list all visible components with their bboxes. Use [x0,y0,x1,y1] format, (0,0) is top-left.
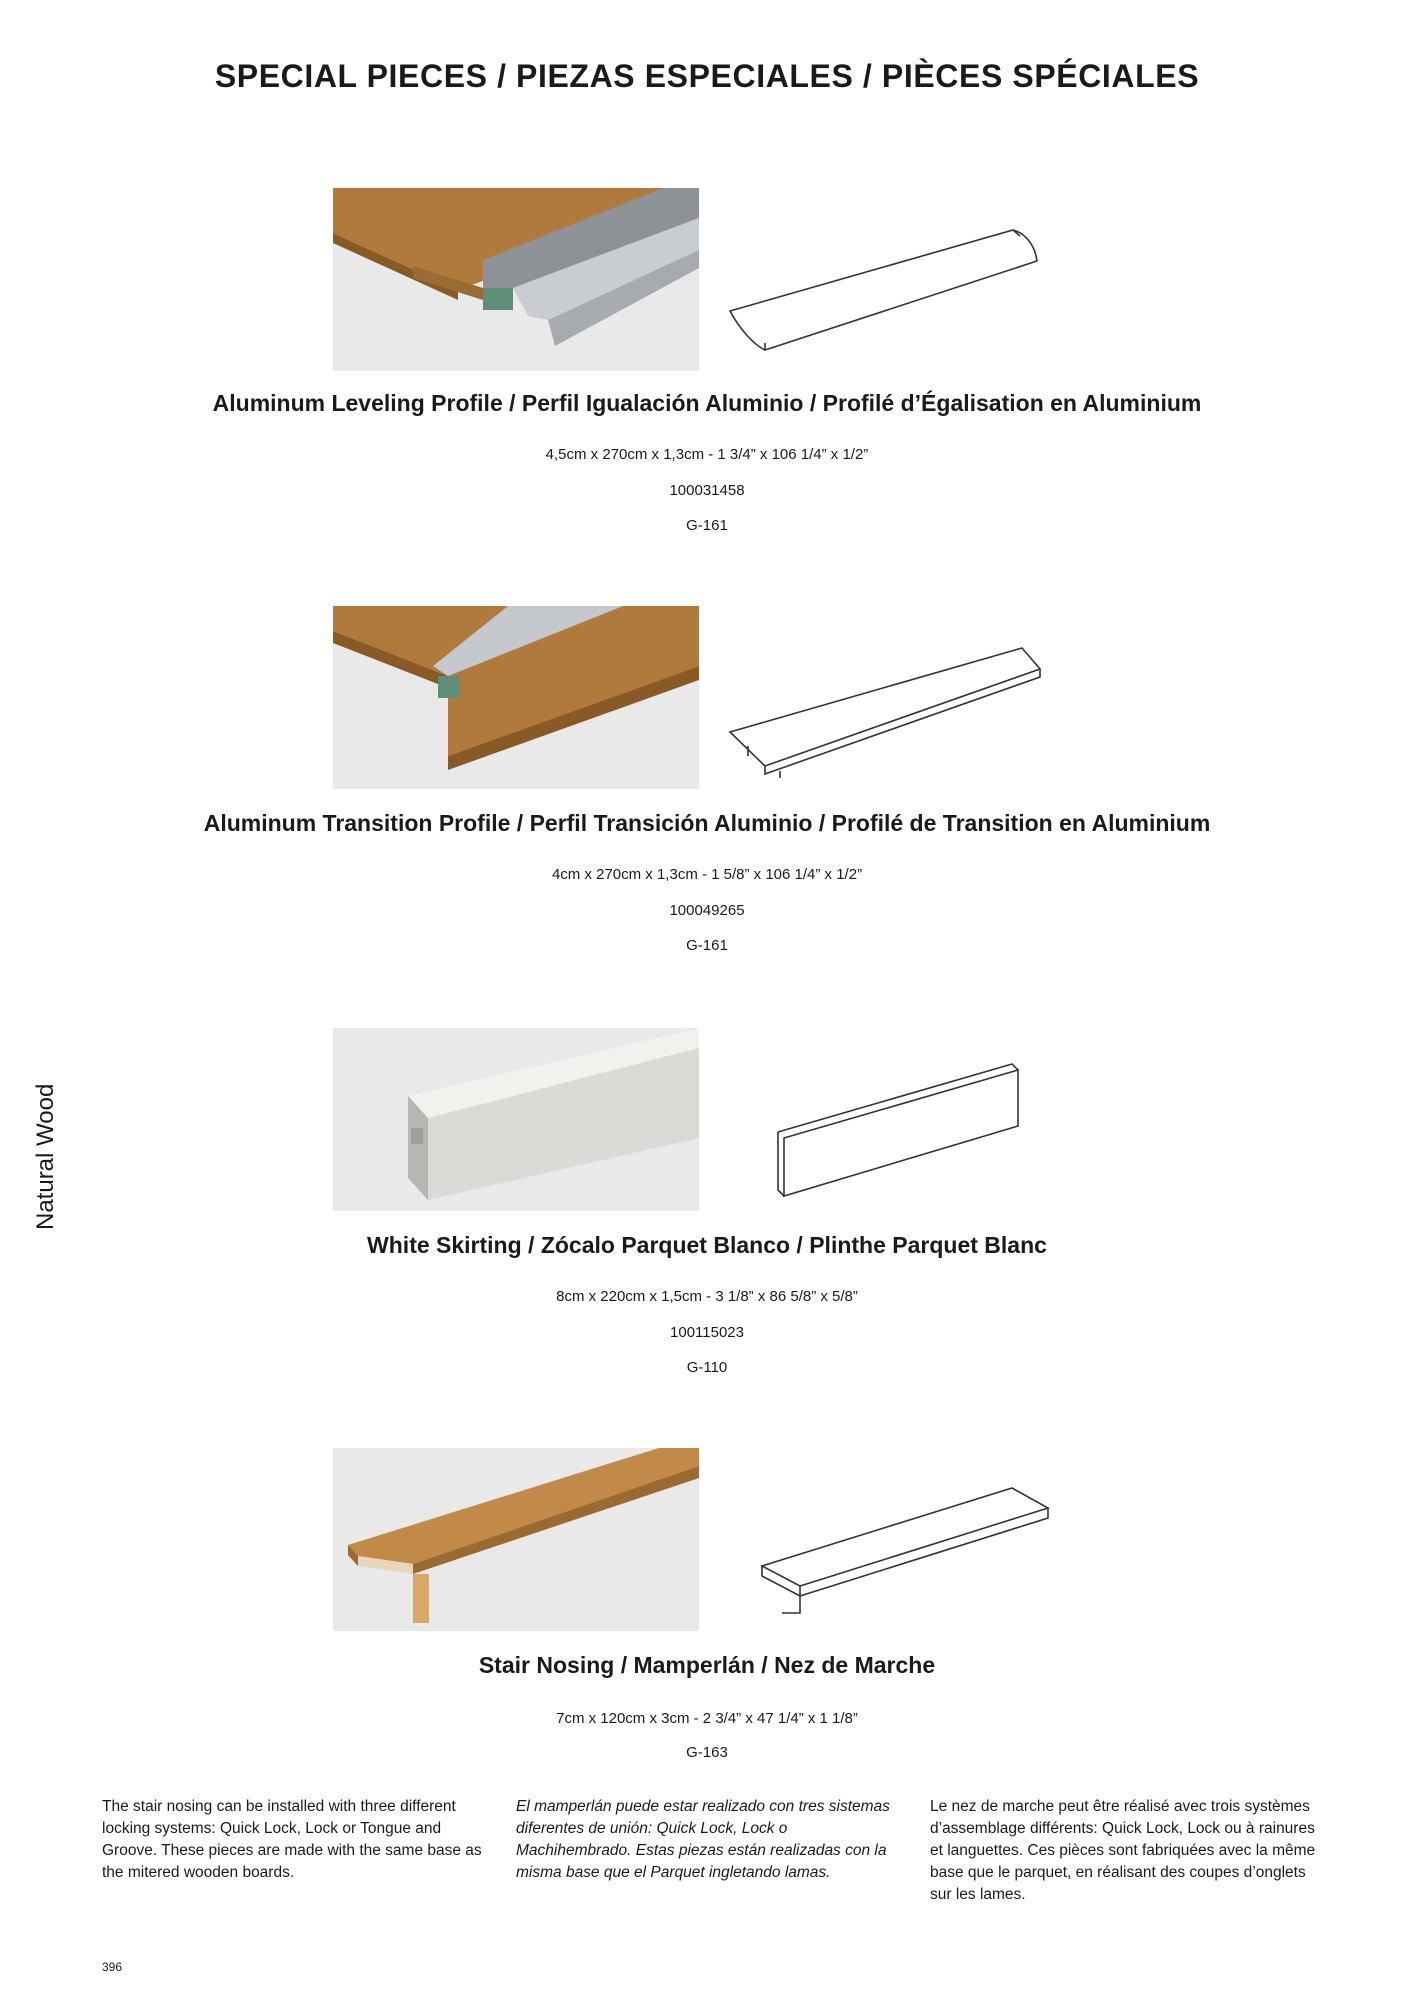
transition-profile-drawing [720,606,1080,789]
white-skirting-group: G-110 [686,1359,728,1376]
page-number: 396 [102,1960,123,1974]
transition-profile-code: 100049265 [669,902,745,919]
side-section-label: Natural Wood [32,1083,59,1230]
transition-profile-name: Aluminum Transition Profile / Perfil Transición Aluminio / Profilé de Transition en Aluminium [203,810,1211,836]
transition-profile-photo [333,606,699,789]
white-skirting-drawing [720,1028,1080,1211]
transition-profile-group: G-161 [686,937,728,954]
leveling-profile-name: Aluminum Leveling Profile / Perfil Igualación Aluminio / Profilé d’Égalisation en Aluminium [212,390,1202,416]
transition-profile-dimensions: 4cm x 270cm x 1,3cm - 1 5/8” x 106 1/4” x 1/2” [551,866,863,883]
white-skirting-name: White Skirting / Zócalo Parquet Blanco / Plinthe Parquet Blanc [367,1232,1047,1258]
leveling-profile-code: 100031458 [669,482,745,499]
stair-nosing-photo [333,1448,699,1631]
white-skirting-code: 100115023 [670,1324,744,1341]
page-title: SPECIAL PIECES / PIEZAS ESPECIALES / PIÈCES SPÉCIALES [214,58,1200,94]
stair-nosing-group: G-163 [686,1744,728,1761]
stair-nosing-name: Stair Nosing / Mamperlán / Nez de Marche [478,1652,936,1678]
leveling-profile-photo [333,188,699,371]
note-spanish: El mamperlán puede estar realizado con tres sistemas diferentes de unión: Quick Lock, Lock o Machihembrado. Estas piezas están realizadas con la misma base que el Parquet ingletando lamas. [516,1798,890,1881]
stair-nosing-drawing [720,1448,1080,1631]
leveling-profile-drawing [720,188,1080,371]
note-french: Le nez de marche peut être réalisé avec trois systèmes d’assemblage différents: Quick Lock, Lock ou à rainures et languettes. Ces pièces sont fabriquées avec la même base que le parquet, en réalisant des coupes d’onglets sur les lames. [930,1798,1316,1903]
stair-nosing-dimensions: 7cm x 120cm x 3cm - 2 3/4” x 47 1/4” x 1 1/8” [556,1710,858,1727]
white-skirting-photo [333,1028,699,1211]
leveling-profile-group: G-161 [686,517,728,534]
leveling-profile-dimensions: 4,5cm x 270cm x 1,3cm - 1 3/4” x 106 1/4” x 1/2” [545,446,869,463]
note-english: The stair nosing can be installed with three different locking systems: Quick Lock, Lock or Tongue and Groove. These pieces are made with the same base as the mitered wooden boards. [102,1798,482,1881]
white-skirting-dimensions: 8cm x 220cm x 1,5cm - 3 1/8” x 86 5/8” x 5/8” [556,1288,858,1305]
